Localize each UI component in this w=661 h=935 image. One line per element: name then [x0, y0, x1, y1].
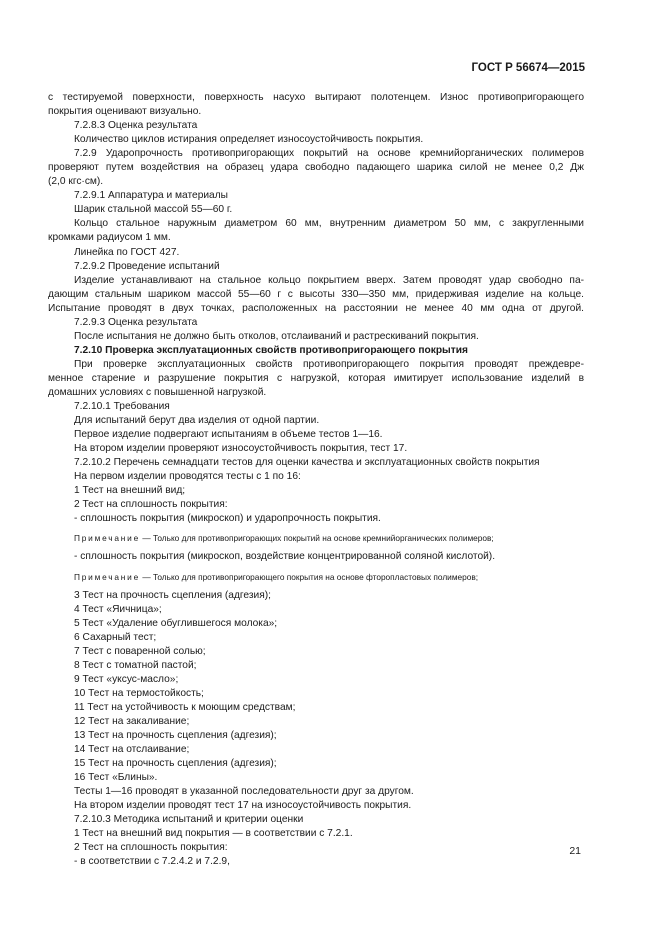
list-item: 4 Тест «Яичница»; [74, 603, 162, 615]
list-item: 9 Тест «уксус-масло»; [74, 673, 179, 685]
text-line: Шарик стальной массой 55—60 г. [74, 204, 233, 216]
text-line: При проверке эксплуатационных свойств противопригорающего покрытия проводят преждевре- [74, 358, 584, 370]
list-item: 13 Тест на прочность сцепления (адгезия); [74, 729, 277, 741]
list-item: - в соответствии с 7.2.4.2 и 7.2.9, [74, 856, 230, 868]
list-item: 16 Тест «Блины». [74, 772, 158, 784]
section-heading: 7.2.10.2 Перечень семнадцати тестов для оценки качества и эксплуатационных свойств покрытия [74, 457, 540, 469]
text-line: с тестируемой поверхности, поверхность насухо вытирают полотенцем. Износ противопригорающего [48, 92, 584, 103]
text-line: После испытания не должно быть отколов, отслаиваний и растрескиваний покрытия. [74, 330, 479, 342]
page-body [48, 91, 584, 869]
text-line: На втором изделии проводят тест 17 на износоустойчивость покрытия. [74, 800, 412, 812]
text-line: Первое изделие подвергают испытаниям в объеме тестов 1—16. [74, 429, 383, 441]
list-item: 2 Тест на сплошность покрытия: [74, 499, 228, 511]
page-number: 21 [569, 845, 581, 857]
text-line: 7.2.9 Ударопрочность противопригорающих покрытий на основе кремнийорганических полимеров [74, 148, 584, 160]
text-line: На втором изделии проверяют износоустойчивость покрытия, тест 17. [74, 443, 408, 455]
list-item: - сплошность покрытия (микроскоп, воздействие концентрированной соляной кислотой). [74, 551, 496, 563]
list-item: 6 Сахарный тест; [74, 631, 157, 643]
list-item: 14 Тест на отслаивание; [74, 744, 190, 756]
section-heading: 7.2.8.3 Оценка результата [74, 120, 198, 132]
text-line: домашних условиях с повышенной нагрузкой. [48, 386, 267, 398]
section-heading: 7.2.9.2 Проведение испытаний [74, 260, 220, 272]
text-line: На первом изделии проводятся тесты с 1 по 16: [74, 471, 301, 483]
list-item: 1 Тест на внешний вид; [74, 485, 186, 497]
section-heading-bold: 7.2.10 Проверка эксплуатационных свойств противопригорающего покрытия [74, 344, 468, 356]
note-label: Примечание [74, 571, 141, 582]
note-text: — Только для противопригорающих покрытий на основе кремнийорганических полимеров; [140, 533, 494, 544]
list-item: 11 Тест на устойчивость к моющим средствам; [74, 701, 296, 713]
text-line: Количество циклов истирания определяет износоустойчивость покрытия. [74, 134, 424, 146]
text-line: (2,0 кгс·см). [48, 176, 104, 188]
section-heading: 7.2.9.1 Аппаратура и материалы [74, 190, 228, 202]
text-line: дающим стальным шариком массой 55—60 г с высоты 330—350 мм, придерживая изделие на кольце. [48, 288, 584, 300]
list-item: 12 Тест на закаливание; [74, 715, 190, 727]
list-item: 2 Тест на сплошность покрытия: [74, 842, 228, 854]
note-label: Примечание [74, 533, 141, 544]
list-item: 10 Тест на термостойкость; [74, 687, 204, 699]
list-item: 3 Тест на прочность сцепления (адгезия); [74, 589, 271, 601]
section-heading: 7.2.9.3 Оценка результата [74, 316, 198, 328]
document-code: ГОСТ Р 56674—2015 [471, 62, 585, 74]
text-line: кромками радиусом 1 мм. [48, 232, 171, 244]
note [74, 571, 584, 583]
list-item: 7 Тест с поваренной солью; [74, 645, 206, 657]
text-line: Для испытаний берут два изделия от одной партии. [74, 415, 320, 427]
text-line: проверяют путем воздействия на образец удара свободно падающего шарика силой не менее 0,2 Дж [48, 162, 584, 174]
text-line: Кольцо стальное наружным диаметром 60 мм, внутренним диаметром 50 мм, с закругленными [74, 218, 584, 230]
text-line: Изделие устанавливают на стальное кольцо покрытием вверх. Затем проводят удар свободно па- [74, 274, 584, 286]
text-line: Линейка по ГОСТ 427. [74, 246, 180, 258]
section-heading: 7.2.10.1 Требования [74, 401, 170, 413]
list-item: 1 Тест на внешний вид покрытия — в соответствии с 7.2.1. [74, 828, 353, 840]
list-item: 8 Тест с томатной пастой; [74, 659, 197, 671]
text-line: менное старение и разрушение покрытия с нагрузкой, которая имитирует использование изделий в [48, 372, 584, 384]
note [74, 532, 584, 544]
text-line: Тесты 1—16 проводят в указанной последовательности друг за другом. [74, 786, 414, 798]
list-item: 5 Тест «Удаление обуглившегося молока»; [74, 617, 278, 629]
section-heading: 7.2.10.3 Методика испытаний и критерии оценки [74, 814, 304, 826]
note-text: — Только для противопригорающего покрытия на основе фторопластовых полимеров; [140, 571, 479, 582]
list-item: 15 Тест на прочность сцепления (адгезия); [74, 758, 277, 770]
text-line: покрытия оценивают визуально. [48, 106, 202, 118]
list-item: - сплошность покрытия (микроскоп) и ударопрочность покрытия. [74, 513, 381, 525]
text-line: Испытание проводят в двух точках, расположенных на расстоянии не менее 40 мм одна от другой. [48, 302, 584, 314]
